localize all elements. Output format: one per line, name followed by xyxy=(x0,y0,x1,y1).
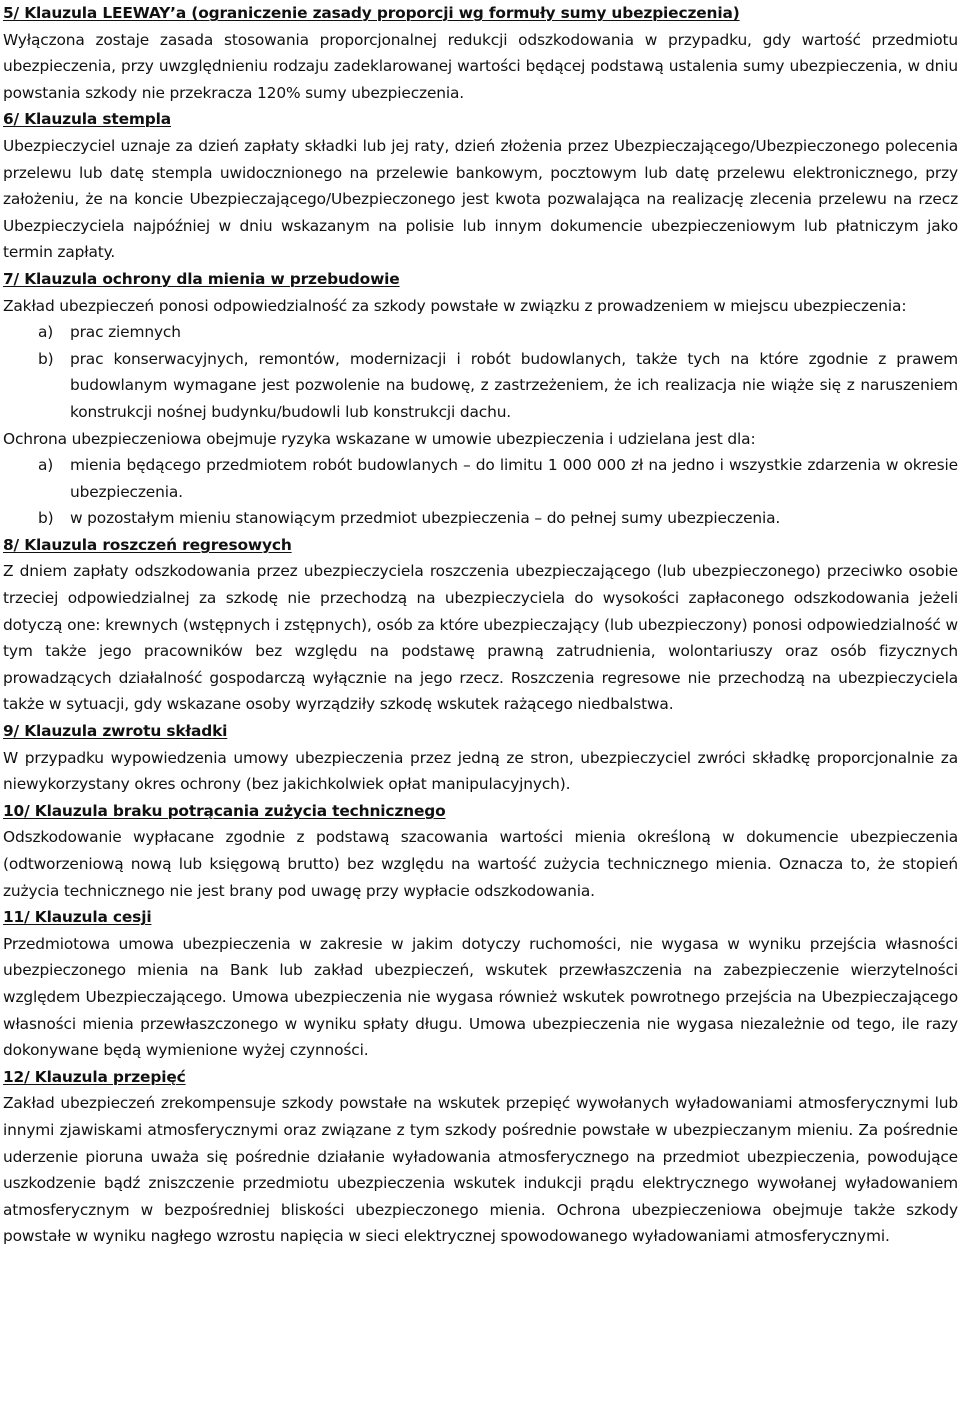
list-marker: b) xyxy=(38,349,54,368)
section-10-text: Odszkodowanie wypłacane zgodnie z podstawą szacowania wartości mienia określoną w dokumencie ubezpieczenia (odtworzeniową nową lub księgową brutto) bez względu na wartość zużycia technicznego mienia. Oznacza to, że stopień zużycia technicznego nie jest brany pod uwagę przy wypłacie odszkodowania. xyxy=(3,828,958,900)
list-item-text: prac konserwacyjnych, remontów, modernizacji i robót budowlanych, także tych na które zgodnie z prawem budowlanym wymagane jest pozwolenie na budowę, z zastrzeżeniem, że ich realizacja nie wiąże się z naruszeniem konstrukcji nośnej budynku/budowli lub konstrukcji dachu. xyxy=(70,349,958,421)
section-5-heading: 5/ Klauzula LEEWAY’a (ograniczenie zasady proporcji wg formuły sumy ubezpieczenia) xyxy=(3,4,740,22)
list-marker: a) xyxy=(38,323,54,342)
section-12 xyxy=(3,1064,958,1250)
section-7-intro: Zakład ubezpieczeń ponosi odpowiedzialność za szkody powstałe w związku z prowadzeniem w miejscu ubezpieczenia: xyxy=(3,296,907,315)
list-marker: a) xyxy=(38,456,54,475)
section-7 xyxy=(3,266,958,532)
section-11-heading: 11/ Klauzula cesji xyxy=(3,908,152,927)
list-item xyxy=(3,319,958,346)
list-item xyxy=(3,346,958,426)
section-9-text: W przypadku wypowiedzenia umowy ubezpieczenia przez jedną ze stron, ubezpieczyciel zwróci składkę proporcjonalnie za niewykorzystany okres ochrony (bez jakichkolwiek opłat manipulacyjnych). xyxy=(3,748,958,794)
section-8-heading: 8/ Klauzula roszczeń regresowych xyxy=(3,535,292,554)
section-7-intro-2: Ochrona ubezpieczeniowa obejmuje ryzyka wskazane w umowie ubezpieczenia i udzielana jest dla: xyxy=(3,429,756,448)
section-8-text: Z dniem zapłaty odszkodowania przez ubezpieczyciela roszczenia ubezpieczającego (lub ubezpieczonego) przeciwko osobie trzeciej odpowiedzialnej za szkodę nie przechodzą na ubezpieczyciela do wysokości zapłaconego odszkodowania jeżeli dotyczą one: krewnych (wstępnych i zstępnych), osób za które ubezpieczający (lub ubezpieczony) ponosi odpowiedzialność w tym także jego pracowników bez względu na podstawę prawną zatrudnienia, wolontariuszy oraz osób fizycznych prowadzących działalność gospodarczą wyłącznie na jego rzecz. Roszczenia regresowe nie przechodzą na ubezpieczyciela także w sytuacji, gdy wskazane osoby wyrządziły szkodę wskutek rażącego niedbalstwa. xyxy=(3,562,958,714)
section-9 xyxy=(3,718,958,798)
section-11 xyxy=(3,904,958,1064)
section-10-heading: 10/ Klauzula braku potrącania zużycia technicznego xyxy=(3,801,446,820)
section-7-heading: 7/ Klauzula ochrony dla mienia w przebudowie xyxy=(3,269,400,288)
section-6 xyxy=(3,106,958,266)
section-11-text: Przedmiotowa umowa ubezpieczenia w zakresie w jakim dotyczy ruchomości, nie wygasa w wyniku przejścia własności ubezpieczonego mienia na Bank lub zakład ubezpieczeń, wskutek przewłaszczenia na zabezpieczenie wierzytelności względem Ubezpieczającego. Umowa ubezpieczenia nie wygasa również wskutek powrotnego przejścia na Ubezpieczającego własności mienia przewłaszczonego w wyniku spłaty długu. Umowa ubezpieczenia nie wygasa niezależnie od tego, ile razy dokonywane będą wymienione wyżej czynności. xyxy=(3,934,958,1060)
section-5 xyxy=(3,0,958,106)
list-item-text: mienia będącego przedmiotem robót budowlanych – do limitu 1 000 000 zł na jedno i wszystkie zdarzenia w okresie ubezpieczenia. xyxy=(70,456,958,501)
section-10 xyxy=(3,798,958,904)
section-8 xyxy=(3,532,958,718)
section-9-heading: 9/ Klauzula zwrotu składki xyxy=(3,722,228,741)
list-item-text: prac ziemnych xyxy=(70,323,181,342)
list-item-text: w pozostałym mieniu stanowiącym przedmiot ubezpieczenia – do pełnej sumy ubezpieczenia. xyxy=(70,509,781,528)
section-6-heading: 6/ Klauzula stempla xyxy=(3,110,171,129)
section-6-text: Ubezpieczyciel uznaje za dzień zapłaty składki lub jej raty, dzień złożenia przez Ubezpieczającego/Ubezpieczonego polecenia przelewu lub datę stempla uwidocznionego na przelewie bankowym, pocztowym lub datę przelewu elektronicznego, przy założeniu, że na koncie Ubezpieczającego/Ubezpieczonego jest kwota pozwalająca na realizację zlecenia przelewu na rzecz Ubezpieczyciela najpóźniej w dniu wskazanym na polisie lub innym dokumencie ubezpieczeniowym lub płatniczym jako termin zapłaty. xyxy=(3,136,958,262)
section-12-heading: 12/ Klauzula przepięć xyxy=(3,1067,186,1086)
section-5-text: Wyłączona zostaje zasada stosowania proporcjonalnej redukcji odszkodowania w przypadku, gdy wartość przedmiotu ubezpieczenia, przy uwzględnieniu rodzaju zadeklarowanej wartości będącej podstawą ustalenia sumy ubezpieczenia, w dniu powstania szkody nie przekracza 120% sumy ubezpieczenia. xyxy=(3,30,958,102)
list-item xyxy=(3,505,958,532)
list-item xyxy=(3,452,958,505)
section-12-text: Zakład ubezpieczeń zrekompensuje szkody powstałe na wskutek przepięć wywołanych wyładowaniami atmosferycznymi lub innymi zjawiskami atmosferycznymi oraz związane z tym szkody pośrednie powstałe w ubezpieczanym mieniu. Za pośrednie uderzenie pioruna uważa się pośrednie działanie wyładowania atmosferycznego na przedmiot ubezpieczenia, powodujące uszkodzenie bądź zniszczenie przedmiotu ubezpieczenia wskutek indukcji prądu elektrycznego wywołanej wyładowaniem atmosferycznym w bezpośredniej bliskości ubezpieczonego mienia. Ochrona ubezpieczeniowa obejmuje także szkody powstałe w wyniku nagłego wzrostu napięcia w sieci elektrycznej spowodowanego wyładowaniami atmosferycznymi. xyxy=(3,1094,958,1246)
list-marker: b) xyxy=(38,509,54,528)
